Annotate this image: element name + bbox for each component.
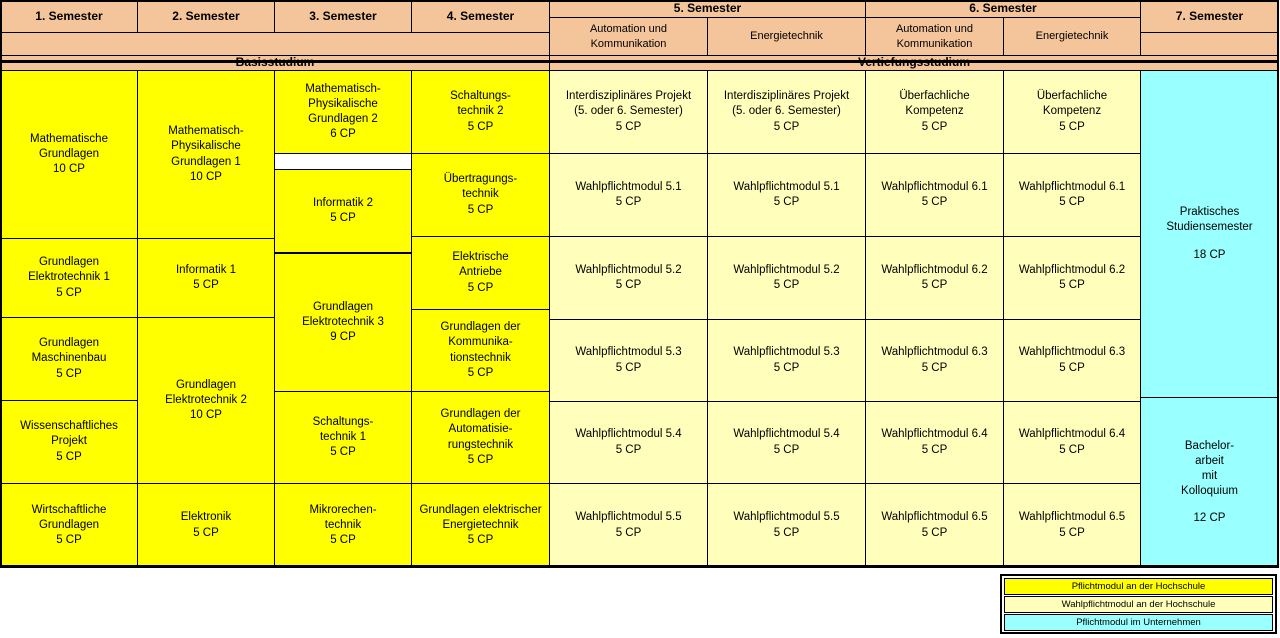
module-name: Wahlpflichtmodul 6.4 [1018, 428, 1126, 441]
legend-label: Wahlpflichtmodul an der Hochschule [1061, 599, 1216, 610]
module-cell[interactable] [274, 483, 412, 568]
module-name: Wahlpflichtmodul 5.1 [575, 180, 682, 193]
module-name: Interdisziplinäres Projekt (5. oder 6. Semester) [565, 90, 692, 118]
header-semester-2 [137, 0, 275, 33]
module-cp: 5 CP [467, 203, 494, 216]
module-name: Wirtschaftliche Grundlagen [31, 503, 107, 531]
module-cp: 5 CP [921, 361, 948, 374]
module-cp: 5 CP [615, 279, 642, 291]
module-name: Bachelor- arbeit mit Kolloquium [1181, 439, 1238, 498]
module-cell[interactable] [1003, 401, 1141, 484]
module-name: Überfachliche Kompetenz [899, 90, 970, 118]
module-cell[interactable] [274, 70, 412, 154]
legend-label: Pflichtmodul im Unternehmen [1076, 617, 1201, 628]
module-cp: 5 CP [921, 443, 948, 456]
module-cp: 5 CP [615, 526, 642, 539]
module-cp: 5 CP [56, 534, 82, 547]
module-name: Grundlagen elektrischer Energietechnik [419, 503, 542, 531]
module-cell[interactable] [707, 483, 866, 568]
module-cp: 5 CP [467, 120, 494, 133]
module-cell[interactable] [411, 153, 550, 237]
module-cp: 10 CP [53, 163, 85, 176]
module-name: Interdisziplinäres Projekt (5. oder 6. Semester) [723, 90, 850, 118]
legend-label: Pflichtmodul an der Hochschule [1071, 581, 1206, 592]
module-name: Grundlagen Elektrotechnik 2 [165, 378, 247, 406]
module-cp: 5 CP [615, 443, 642, 456]
header-label: 3. Semester [309, 8, 377, 23]
legend [1000, 574, 1277, 634]
module-cell[interactable] [0, 400, 138, 484]
module-cp: 5 CP [330, 212, 356, 224]
module-cell[interactable] [1003, 319, 1141, 402]
module-name: Mathematisch- Physikalische Grundlagen 1 [168, 125, 244, 168]
module-cp: 5 CP [773, 526, 800, 539]
header-semester-5-track-automation [549, 17, 708, 56]
module-cell[interactable] [1003, 153, 1141, 237]
module-cell[interactable] [137, 317, 275, 484]
module-cp: 5 CP [56, 286, 82, 299]
module-cp: 5 CP [773, 443, 800, 456]
module-cp: 5 CP [467, 281, 494, 294]
module-name: Informatik 2 [312, 196, 374, 209]
module-cell[interactable] [707, 319, 866, 402]
module-name: Überfachliche Kompetenz [1036, 90, 1108, 118]
band-vertiefungsstudium [549, 55, 1279, 71]
module-cp: 5 CP [467, 534, 494, 547]
module-cell[interactable] [549, 401, 708, 484]
module-cell[interactable] [707, 236, 866, 320]
module-cp: 6 CP [330, 128, 356, 141]
header-semester-3 [274, 0, 412, 33]
band-basisstudium [0, 55, 550, 71]
module-name: Wahlpflichtmodul 5.5 [733, 511, 840, 524]
header-label: 1. Semester [35, 8, 103, 23]
module-name: Elektronik [180, 511, 232, 524]
module-cp: 5 CP [193, 526, 219, 539]
module-cell[interactable] [707, 70, 866, 154]
module-cell[interactable] [707, 401, 866, 484]
module-cp: 5 CP [1059, 443, 1085, 456]
module-name: Informatik 1 [175, 263, 237, 276]
module-name: Wahlpflichtmodul 6.3 [881, 346, 988, 359]
module-name: Mikrorechen- technik [309, 503, 377, 531]
module-name: Wahlpflichtmodul 5.4 [575, 428, 682, 441]
header-semester-7 [1140, 0, 1279, 33]
module-cell[interactable] [274, 169, 412, 253]
module-name: Grundlagen der Kommunika- tionstechnik [440, 321, 521, 364]
module-name: Schaltungs- technik 2 [450, 90, 511, 118]
module-name: Wahlpflichtmodul 6.5 [1018, 511, 1126, 524]
module-cp: 5 CP [615, 196, 642, 208]
band-label: Basisstudium [235, 55, 315, 70]
module-name: Übertragungs- technik [443, 173, 518, 201]
module-cell[interactable] [865, 483, 1004, 568]
module-name: Wahlpflichtmodul 6.2 [881, 263, 988, 276]
header-filler-left [0, 32, 550, 56]
module-name: Praktisches Studiensemester [1166, 206, 1253, 234]
header-label: 7. Semester [1175, 8, 1244, 23]
module-cell[interactable] [1003, 483, 1141, 568]
module-cp: 5 CP [330, 446, 356, 459]
module-cell[interactable] [549, 483, 708, 568]
header-label: 6. Semester [969, 1, 1037, 16]
header-semester-1 [0, 0, 138, 33]
module-cp: 5 CP [467, 453, 494, 466]
module-cell[interactable] [137, 238, 275, 318]
module-name: Wahlpflichtmodul 5.4 [733, 428, 840, 441]
module-cell[interactable] [549, 236, 708, 320]
legend-item-pflichtmodul-hochschule [1004, 578, 1273, 595]
module-cell[interactable] [1003, 236, 1141, 320]
module-cp: 5 CP [467, 366, 494, 379]
track-label: Energietechnik [1035, 30, 1109, 43]
module-name: Grundlagen Elektrotechnik 3 [302, 300, 384, 328]
module-name: Wahlpflichtmodul 5.3 [733, 346, 840, 359]
module-name: Wahlpflichtmodul 6.4 [881, 428, 988, 441]
header-semester-6-track-energie [1003, 17, 1141, 56]
module-name: Wahlpflichtmodul 5.2 [733, 263, 840, 276]
module-cell[interactable] [865, 70, 1004, 154]
module-cp: 5 CP [921, 279, 948, 291]
module-cp: 5 CP [921, 120, 948, 133]
module-name: Wahlpflichtmodul 6.1 [881, 180, 988, 193]
module-name: Wahlpflichtmodul 6.3 [1018, 346, 1126, 359]
module-name: Wahlpflichtmodul 5.5 [575, 511, 682, 524]
module-cell[interactable] [0, 238, 138, 318]
module-cell[interactable] [865, 319, 1004, 402]
module-cell[interactable] [411, 70, 550, 154]
module-cp: 5 CP [773, 279, 800, 291]
legend-item-wahlpflichtmodul-hochschule [1004, 596, 1273, 613]
module-cp: 5 CP [56, 450, 82, 463]
module-name: Grundlagen Maschinenbau [31, 337, 107, 365]
module-cell[interactable] [549, 153, 708, 237]
module-cp: 5 CP [1059, 196, 1085, 208]
track-label: Automation und Kommunikation [895, 22, 974, 50]
module-cell[interactable] [411, 236, 550, 310]
module-cp: 5 CP [615, 120, 642, 133]
module-cell[interactable] [549, 319, 708, 402]
module-name: Mathematische Grundlagen [30, 132, 108, 160]
header-semester-6-track-automation [865, 17, 1004, 56]
module-cp: 12 CP [1193, 512, 1226, 525]
module-cell[interactable] [1140, 70, 1279, 398]
track-label: Energietechnik [750, 30, 823, 43]
module-name: Schaltungs- technik 1 [312, 415, 374, 443]
module-cell[interactable] [865, 236, 1004, 320]
module-cp: 10 CP [190, 409, 222, 422]
module-name: Wahlpflichtmodul 5.1 [733, 180, 840, 193]
header-label: 2. Semester [172, 8, 240, 23]
module-cell[interactable] [707, 153, 866, 237]
module-cp: 18 CP [1193, 248, 1226, 261]
module-cp: 5 CP [1059, 120, 1085, 133]
module-name: Wahlpflichtmodul 6.2 [1018, 263, 1126, 276]
module-cp: 5 CP [773, 361, 800, 374]
module-cp: 9 CP [330, 331, 356, 344]
module-cp: 5 CP [56, 367, 82, 380]
module-cell[interactable] [865, 153, 1004, 237]
module-cell[interactable] [411, 309, 550, 392]
legend-item-pflichtmodul-unternehmen [1004, 614, 1273, 631]
module-cp: 5 CP [773, 120, 800, 133]
module-name: Wahlpflichtmodul 5.2 [575, 263, 682, 276]
header-label: 5. Semester [673, 1, 742, 16]
module-cell[interactable] [1140, 397, 1279, 568]
header-label: 4. Semester [446, 8, 515, 23]
module-cell[interactable] [865, 401, 1004, 484]
header-semester-6 [865, 0, 1141, 18]
module-cell[interactable] [549, 70, 708, 154]
module-cp: 5 CP [615, 361, 642, 374]
module-name: Wahlpflichtmodul 6.5 [881, 511, 988, 524]
module-cell[interactable] [274, 391, 412, 484]
module-cp: 5 CP [921, 526, 948, 539]
header-semester-5 [549, 0, 866, 18]
module-cp: 5 CP [330, 534, 356, 547]
module-cell[interactable] [411, 391, 550, 484]
module-cp: 5 CP [1059, 361, 1085, 374]
module-name: Wissenschaftliches Projekt [20, 420, 118, 448]
module-cp: 5 CP [921, 196, 948, 208]
module-cell[interactable] [137, 483, 275, 568]
module-name: Elektrische Antriebe [452, 251, 509, 279]
module-cp: 5 CP [1059, 279, 1085, 291]
module-cp: 10 CP [190, 170, 222, 183]
header-semester-4 [411, 0, 550, 33]
module-cell[interactable] [411, 483, 550, 568]
module-name: Grundlagen Elektrotechnik 1 [28, 256, 110, 284]
band-label: Vertiefungsstudium [857, 55, 970, 70]
module-name: Wahlpflichtmodul 6.1 [1018, 180, 1126, 193]
module-name: Wahlpflichtmodul 5.3 [575, 346, 682, 359]
module-cell[interactable] [0, 483, 138, 568]
header-semester-5-track-energie [707, 17, 866, 56]
module-cell[interactable] [1003, 70, 1141, 154]
track-label: Automation und Kommunikation [589, 22, 668, 50]
module-cp: 5 CP [193, 279, 219, 291]
module-cell[interactable] [137, 70, 275, 239]
module-cp: 5 CP [1059, 526, 1085, 539]
module-cp: 5 CP [773, 196, 800, 208]
module-cell[interactable] [0, 317, 138, 401]
module-cell[interactable] [0, 70, 138, 239]
module-cell[interactable] [274, 253, 412, 392]
header-filler-right [1140, 32, 1279, 56]
module-name: Grundlagen der Automatisie- rungstechnik [440, 408, 521, 451]
module-name: Mathematisch- Physikalische Grundlagen 2 [305, 82, 381, 125]
